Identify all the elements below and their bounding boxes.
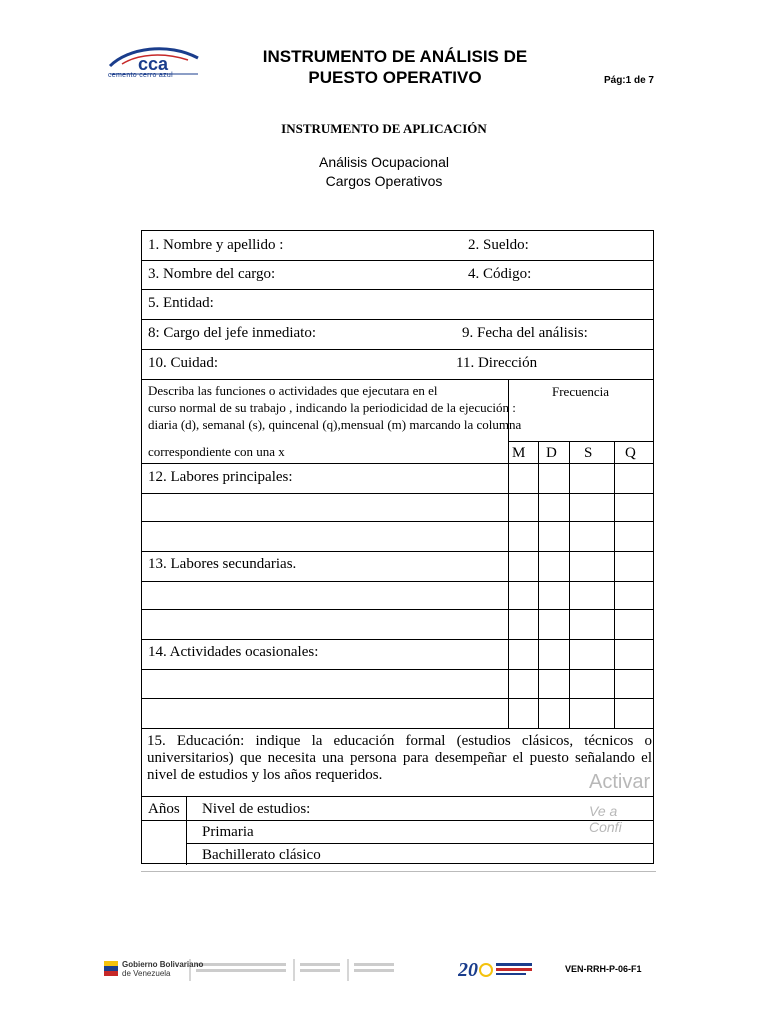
analysis-form (141, 230, 654, 864)
document-code: VEN-RRH-P-06-F1 (565, 964, 642, 974)
label-nombre: 1. Nombre y apellido : (148, 237, 284, 253)
gov-line-1: Gobierno Bolivariano (122, 960, 204, 969)
label-ciudad: 10. Cuidad: (148, 355, 218, 371)
row-divider (142, 728, 653, 729)
subtitle: INSTRUMENTO DE APLICACIÓN (281, 121, 487, 136)
row-divider (142, 609, 653, 610)
label-principales: 12. Labores principales: (148, 469, 293, 485)
document-title (230, 46, 560, 88)
row-divider (142, 379, 653, 380)
col-s: S (584, 445, 593, 461)
frequency-divider (508, 441, 653, 442)
label-anos: Años (148, 801, 180, 817)
title-line-2: PUESTO OPERATIVO (308, 68, 482, 87)
gov-line-2: de Venezuela (122, 969, 171, 978)
row-divider (142, 349, 653, 350)
row-divider (142, 820, 653, 821)
describe-line-2: curso normal de su trabajo , indicando la periodicidad de la ejecución : (148, 400, 516, 415)
activation-watermark-2: Ve a Confi (589, 803, 622, 835)
label-nivel: Nivel de estudios: (202, 801, 311, 817)
label-jefe: 8: Cargo del jefe inmediato: (148, 325, 317, 341)
row-divider (142, 260, 653, 261)
svg-text:20: 20 (458, 959, 478, 981)
label-educacion: 15. Educación: indique la educación formal (estudios clásicos, técnicos o universitarios) que necesita una persona para desempeñar el puesto señalando el nivel de estudios y los años requeridos. (147, 733, 652, 783)
label-direccion: 11. Dirección (456, 355, 538, 371)
describe-line-1: Describa las funciones o actividades que ejecutara en el (148, 383, 438, 398)
row-divider (142, 698, 653, 699)
row-divider (142, 581, 653, 582)
activation-watermark-1: Activar (589, 771, 651, 793)
describe-line-4: correspondiente con una x (148, 444, 285, 459)
sub-heading-2: Cargos Operativos (325, 173, 443, 189)
bicentennial-logo-icon (458, 957, 538, 981)
label-fecha: 9. Fecha del análisis: (462, 325, 588, 341)
col-q: Q (625, 445, 636, 461)
col-d: D (546, 445, 557, 461)
label-entidad: 5. Entidad: (148, 295, 214, 311)
col-divider (614, 441, 615, 728)
sub-heading-1: Análisis Ocupacional (319, 154, 449, 170)
svg-text:cca: cca (138, 54, 169, 74)
row-divider (142, 463, 653, 464)
bottom-rule (141, 871, 656, 872)
label-cargo: 3. Nombre del cargo: (148, 266, 276, 282)
row-divider (186, 843, 653, 844)
col-divider (186, 796, 187, 865)
col-divider (569, 441, 570, 728)
label-ocasionales: 14. Actividades ocasionales: (148, 644, 319, 660)
row-divider (142, 493, 653, 494)
col-m: M (512, 445, 526, 461)
row-divider (142, 669, 653, 670)
row-divider (142, 551, 653, 552)
col-divider (538, 441, 539, 728)
page-number: Pág:1 de 7 (603, 75, 654, 86)
row-divider (142, 521, 653, 522)
title-line-1: INSTRUMENTO DE ANÁLISIS DE (262, 47, 528, 66)
level-primaria: Primaria (202, 824, 254, 840)
logo-caption: cemento cerro azul (108, 72, 173, 79)
row-divider (142, 289, 653, 290)
frequency-header: Frecuencia (552, 384, 610, 399)
row-divider (142, 796, 653, 797)
label-secundarias: 13. Labores secundarias. (148, 556, 297, 572)
label-codigo: 4. Código: (468, 266, 532, 282)
government-footer-logos (104, 957, 404, 983)
label-sueldo: 2. Sueldo: (468, 237, 529, 253)
row-divider (142, 639, 653, 640)
level-bachillerato: Bachillerato clásico (202, 847, 321, 863)
describe-line-3: diaria (d), semanal (s), quincenal (q),mensual (m) marcando la columna (148, 417, 522, 432)
row-divider (142, 319, 653, 320)
